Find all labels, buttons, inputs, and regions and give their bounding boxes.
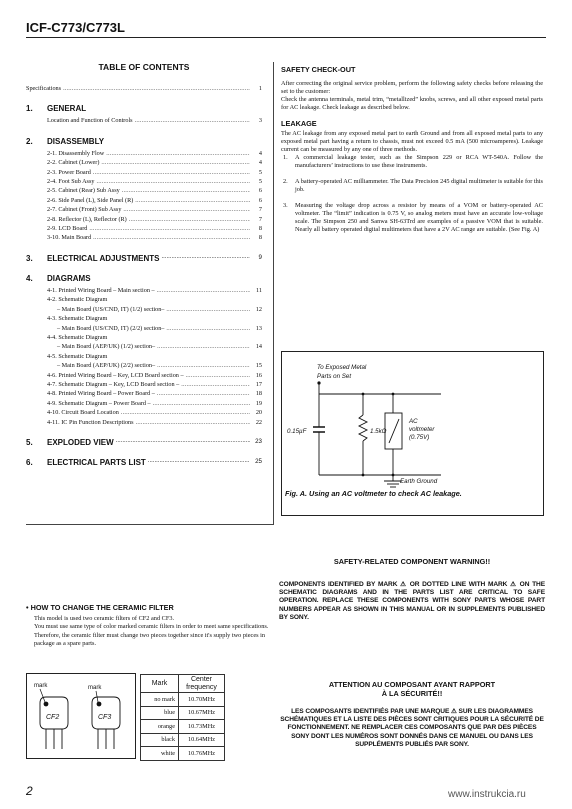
toc-label: Location and Function of Controls	[47, 117, 133, 125]
warning-en-title: SAFETY-RELATED COMPONENT WARNING!!	[333, 557, 491, 566]
frequency-cell: 10.64MHz	[179, 733, 225, 747]
toc-page: 5	[258, 168, 262, 176]
toc-page: 13	[255, 324, 262, 332]
method-item: 2. A battery-operated AC milliammeter. The Data Precision 245 digital multimeter is suitable for this job.	[283, 178, 543, 193]
toc-row[interactable]	[26, 186, 262, 195]
mark-cell: orange	[141, 720, 179, 734]
toc-page: 8	[258, 234, 262, 242]
frequency-cell: 10.73MHz	[179, 720, 225, 734]
toc-row[interactable]	[26, 371, 262, 380]
warning-fr-body: LES COMPOSANTS IDENTIFIÉS PAR UNE MARQUE ⚠ SUR LES DIAGRAMMES SCHÉMATIQUES ET LA LISTE DES PIÈCES SONT CRITIQUES POUR LA SÉCURITÉ DE FONCTIONNEMENT. NE REMPLACER CES COMPOSANTS QUE PAR DES PIÈCES SONY DONT LES NUMÉROS SONT DONNÉS DANS CE MANUEL OU DANS LES SUPPLÉMENTS PUBLIÉS PAR SONY.	[280, 708, 544, 748]
toc-leader	[136, 418, 250, 427]
toc-label: Specifications	[26, 85, 62, 92]
warning-fr-title-line2: À LA SÉCURITÉ!!	[381, 689, 443, 698]
toc-page: 1	[258, 85, 262, 92]
toc-page: 16	[255, 371, 262, 379]
toc-label: 2-1. Disassembly Flow	[47, 149, 105, 157]
table-row	[141, 733, 225, 747]
toc-row[interactable]	[26, 380, 262, 389]
section-title: DISASSEMBLY	[47, 136, 105, 146]
toc-label: 4-6. Printed Wiring Board – Key, LCD Board section –	[47, 371, 184, 379]
fig-label-top2: Parts on Set	[317, 373, 352, 380]
section-title: ELECTRICAL PARTS LIST	[47, 457, 146, 467]
toc-row[interactable]	[26, 205, 262, 214]
toc-row[interactable]	[26, 333, 262, 342]
toc-leader	[63, 84, 250, 93]
toc-page: 7	[258, 206, 262, 214]
toc-page: 20	[255, 409, 262, 417]
ceramic-filter-figure	[26, 673, 136, 759]
section-number: 4.	[26, 273, 33, 283]
ceramic-filter-section	[26, 604, 274, 649]
toc-leader	[181, 380, 250, 389]
section-number: 2.	[26, 136, 33, 146]
toc-leader	[153, 399, 250, 408]
toc-row[interactable]	[26, 352, 262, 361]
toc-row[interactable]	[26, 342, 262, 351]
toc-bottom-rule	[26, 524, 274, 525]
toc-label: 2-8. Reflector (L), Reflector (R)	[47, 215, 127, 223]
toc-row[interactable]	[26, 286, 262, 295]
fig-label-capacitor: 0.15µF	[287, 428, 307, 435]
toc-label: 4-7. Schematic Diagram – Key, LCD Board section –	[47, 380, 180, 388]
toc-row[interactable]	[26, 399, 262, 408]
toc-label: 2-6. Side Panel (L), Side Panel (R)	[47, 196, 134, 204]
toc-title: TABLE OF CONTENTS	[98, 62, 190, 72]
table-of-contents	[26, 62, 262, 470]
toc-row[interactable]	[26, 324, 262, 333]
fig-label-ac: AC	[409, 418, 418, 425]
toc-page: 9	[258, 253, 262, 261]
toc-page: 19	[255, 399, 262, 407]
warning-en-body: COMPONENTS IDENTIFIED BY MARK ⚠ OR DOTTED LINE WITH MARK ⚠ ON THE SCHEMATIC DIAGRAMS AND IN THE PARTS LIST ARE CRITICAL TO SAFE OPERATION. REPLACE THESE COMPONENTS WITH SONY PARTS WHOSE PART NUMBERS APPEAR AS SHOWN IN THIS MANUAL OR IN SUPPLEMENTS PUBLISHED BY SONY.	[279, 581, 545, 621]
frequency-cell: 10.76MHz	[179, 747, 225, 761]
toc-row-specifications[interactable]	[26, 84, 262, 93]
toc-page: 4	[258, 159, 262, 167]
toc-leader	[129, 215, 250, 224]
header-rule	[26, 37, 546, 38]
warning-fr-title	[279, 680, 545, 698]
fig-label-voltage: (0.75V)	[409, 434, 430, 441]
toc-row[interactable]	[26, 158, 262, 167]
toc-leader	[161, 254, 250, 263]
toc-label: – Main Board (AEP/UK) (1/2) section–	[57, 343, 156, 351]
toc-leader	[93, 168, 250, 177]
toc-leader	[157, 361, 250, 370]
toc-label: – Main Board (US/CND, IT) (2/2) section–	[57, 324, 165, 332]
warning-fr-title-line1: ATTENTION AU COMPOSANT AYANT RAPPORT	[328, 680, 496, 689]
toc-label: 4-8. Printed Wiring Board – Power Board –	[47, 390, 155, 398]
toc-leader	[122, 186, 250, 195]
toc-row[interactable]	[26, 314, 262, 323]
toc-row[interactable]	[26, 361, 262, 370]
method-item: 1. A commercial leakage tester, such as the Simpson 229 or RCA WT-540A. Follow the manufacturers’ instructions to use these instruments.	[283, 154, 543, 169]
ceramic-p3: Therefore, the ceramic filter must change two pieces together since it's supply two pieces in package as a spare parts.	[34, 631, 266, 648]
watermark: www.instrukcia.ru	[448, 789, 526, 800]
toc-leader	[101, 158, 250, 167]
table-row	[141, 706, 225, 720]
toc-label: 4-2. Schematic Diagram	[47, 296, 108, 304]
toc-label: 2-5. Cabinet (Rear) Sub Assy	[47, 187, 120, 195]
toc-section-heading[interactable]	[26, 458, 262, 467]
toc-leader	[89, 224, 250, 233]
toc-leader	[121, 408, 250, 417]
leakage-title: LEAKAGE	[281, 119, 317, 128]
toc-row[interactable]	[26, 305, 262, 314]
section-number: 1.	[26, 104, 33, 114]
toc-section-heading[interactable]	[26, 137, 262, 146]
toc-row[interactable]	[26, 116, 262, 125]
toc-page: 18	[255, 390, 262, 398]
toc-row[interactable]	[26, 408, 262, 417]
toc-label: 2-3. Power Board	[47, 168, 91, 176]
safety-title: SAFETY CHECK-OUT	[281, 65, 356, 74]
section-number: 6.	[26, 457, 33, 467]
safety-intro: After correcting the original service problem, perform the following safety checks before releasing the set to the customer:	[281, 80, 543, 95]
toc-row[interactable]	[26, 418, 262, 427]
mark-label-2: mark	[88, 685, 102, 691]
toc-page: 25	[255, 457, 262, 465]
toc-label: 2-7. Cabinet (Front) Sub Assy	[47, 206, 122, 214]
toc-label: 4-10. Circuit Board Location	[47, 409, 119, 417]
toc-section-heading[interactable]	[26, 274, 262, 283]
toc-leader	[93, 233, 250, 242]
toc-label: 4-5. Schematic Diagram	[47, 352, 108, 360]
toc-leader	[135, 196, 250, 205]
toc-label: 2-4. Foot Sub Assy	[47, 178, 95, 186]
frequency-cell: 10.67MHz	[179, 706, 225, 720]
frequency-cell: 10.70MHz	[179, 693, 225, 707]
toc-leader	[148, 458, 250, 467]
toc-page: 15	[255, 362, 262, 370]
table-header-row	[141, 675, 225, 693]
section-title: DIAGRAMS	[47, 273, 91, 283]
toc-row[interactable]	[26, 196, 262, 205]
toc-label: – Main Board (AEP/UK) (2/2) section–	[57, 362, 156, 370]
fig-label-earth: Earth Ground	[400, 478, 438, 485]
toc-page: 8	[258, 225, 262, 233]
ceramic-p2: You must use same type of color marked ceramic filters in order to meet same specifications.	[34, 623, 269, 631]
table-row	[141, 720, 225, 734]
column-header: Center frequency	[179, 675, 225, 693]
column-header: Mark	[141, 675, 179, 693]
toc-row[interactable]	[26, 215, 262, 224]
toc-label: 4-1. Printed Wiring Board – Main section –	[47, 286, 155, 294]
safety-warning-fr	[279, 680, 545, 749]
toc-label: – Main Board (US/CND, IT) (1/2) section–	[57, 305, 165, 313]
toc-page: 6	[258, 187, 262, 195]
toc-page: 12	[255, 305, 262, 313]
toc-leader	[157, 286, 250, 295]
toc-label: 4-3. Schematic Diagram	[47, 315, 108, 323]
page-number: 2	[26, 784, 33, 798]
toc-leader	[106, 149, 250, 158]
toc-page: 3	[258, 117, 262, 125]
cf2-label: CF2	[46, 714, 60, 721]
toc-leader	[157, 342, 250, 351]
toc-row[interactable]	[26, 149, 262, 158]
section-number: 3.	[26, 253, 33, 263]
ceramic-p1: This model is used two ceramic filters of CF2 and CF3.	[34, 614, 175, 622]
mark-cell: black	[141, 733, 179, 747]
toc-page: 6	[258, 196, 262, 204]
mark-cell: white	[141, 747, 179, 761]
fig-label-resistor: 1.5kΩ	[370, 428, 387, 435]
toc-leader	[186, 371, 250, 380]
figure-caption: Fig. A. Using an AC voltmeter to check AC leakage.	[285, 489, 462, 498]
toc-page: 22	[255, 418, 262, 426]
toc-label: 2-2. Cabinet (Lower)	[47, 159, 100, 167]
toc-row[interactable]	[26, 224, 262, 233]
toc-leader	[166, 305, 250, 314]
section-title: GENERAL	[47, 104, 87, 114]
toc-label: 4-11. IC Pin Function Descriptions	[47, 418, 134, 426]
ceramic-title: • HOW TO CHANGE THE CERAMIC FILTER	[26, 603, 174, 612]
table-row	[141, 693, 225, 707]
toc-leader	[166, 324, 250, 333]
toc-page: 23	[255, 437, 262, 445]
toc-page: 7	[258, 215, 262, 223]
toc-label: 3-10. Main Board	[47, 234, 92, 242]
toc-page: 4	[258, 149, 262, 157]
toc-section-heading[interactable]	[26, 438, 262, 447]
toc-page: 11	[256, 286, 262, 294]
section-title: EXPLODED VIEW	[47, 437, 114, 447]
safety-checkout	[281, 66, 543, 240]
toc-leader	[96, 177, 250, 186]
toc-row[interactable]	[26, 295, 262, 304]
section-title: ELECTRICAL ADJUSTMENTS	[47, 253, 160, 263]
section-number: 5.	[26, 437, 33, 447]
toc-page: 5	[258, 178, 262, 186]
toc-row[interactable]	[26, 233, 262, 242]
method-item: 3. Measuring the voltage drop across a resistor by means of a VOM or battery-operated AC voltmeter. The “limit” indication is 0.75 V, so analog meters must have an accurate low-voltage scale. The Simpson 250 and Sanwa SH-63Trd are examples of a passive VOM that is suitable. Nearly all battery operated digital multimeters that have a 2V AC range are suitable. (See Fig. A)	[283, 202, 543, 233]
toc-leader	[135, 116, 250, 125]
column-divider	[273, 62, 274, 524]
safety-check: Check the antenna terminals, metal trim, “metallized” knobs, screws, and all other exposed metal parts for AC leakage. Check leakage as described below.	[281, 96, 543, 111]
toc-section-heading[interactable]	[26, 104, 262, 113]
ceramic-filter-table	[140, 674, 225, 761]
toc-row[interactable]	[26, 168, 262, 177]
toc-label: 4-9. Schematic Diagram – Power Board –	[47, 399, 151, 407]
mark-cell: no mark	[141, 693, 179, 707]
toc-label: 2-9. LCD Board	[47, 225, 88, 233]
cf3-label: CF3	[98, 714, 112, 721]
toc-section-heading[interactable]	[26, 254, 262, 263]
fig-label-top1: To Exposed Metal	[317, 364, 367, 371]
toc-page: 17	[255, 380, 262, 388]
fig-label-voltmeter: voltmeter	[409, 426, 435, 433]
table-row	[141, 747, 225, 761]
toc-leader	[157, 389, 250, 398]
toc-sections	[26, 104, 262, 467]
mark-label-1: mark	[34, 683, 48, 689]
toc-row[interactable]	[26, 389, 262, 398]
leakage-text: The AC leakage from any exposed metal part to earth Ground and from all exposed metal parts to any exposed metal part having a return to chassis, must not exceed 0.5 mA (500 microamperes). Leakage current can be measured by any one of three methods.	[281, 130, 543, 153]
toc-page: 14	[255, 343, 262, 351]
model-title: ICF-C773/C773L	[26, 20, 125, 35]
mark-cell: blue	[141, 706, 179, 720]
toc-row[interactable]	[26, 177, 262, 186]
safety-warning-en	[279, 557, 545, 622]
toc-label: 4-4. Schematic Diagram	[47, 333, 108, 341]
toc-leader	[123, 205, 250, 214]
toc-leader	[116, 438, 250, 447]
